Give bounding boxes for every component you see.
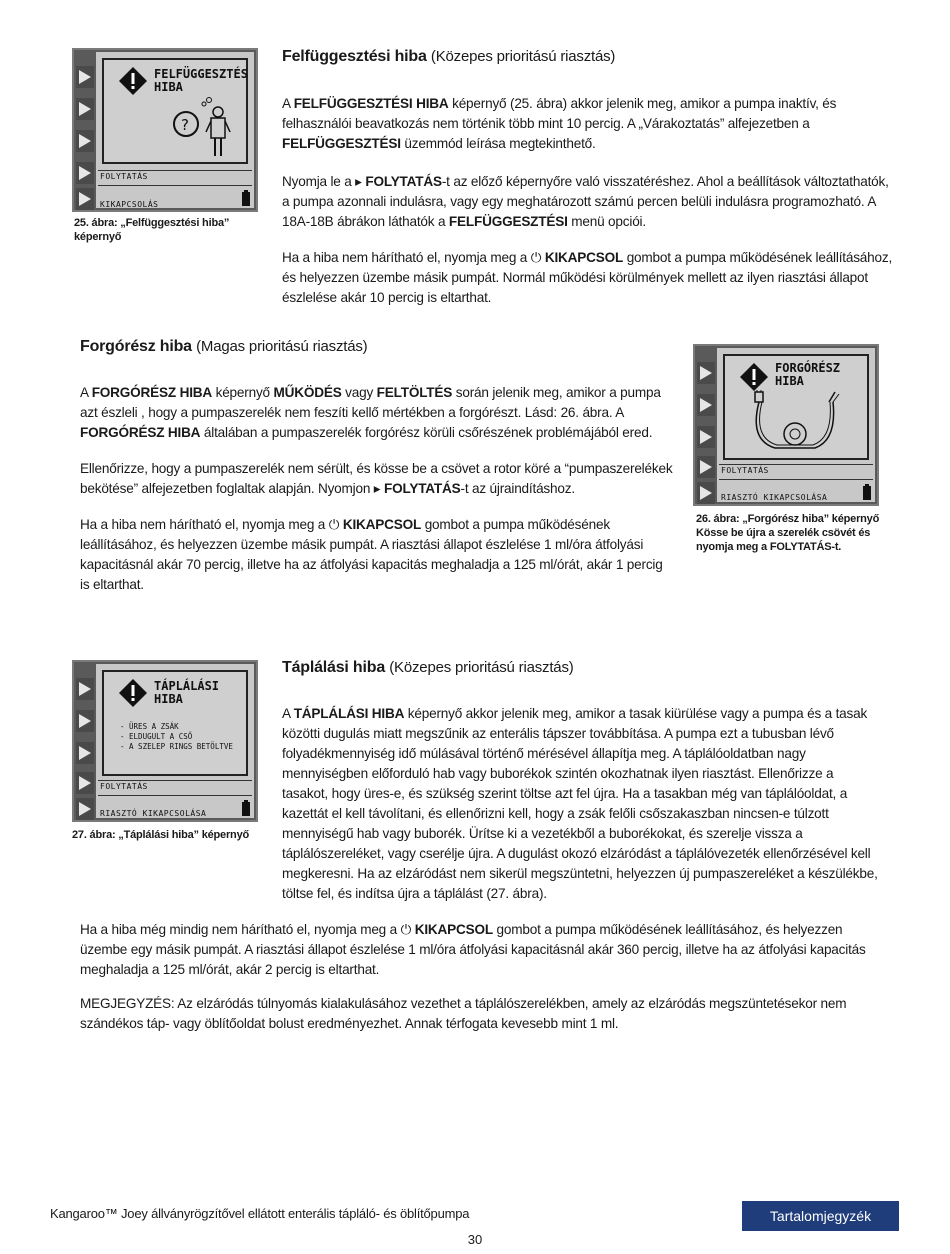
figure-27-menu-continue: FOLYTATÁS	[100, 782, 148, 791]
side-button-4	[76, 162, 94, 184]
figure-27-caption: 27. ábra: „Táplálási hiba” képernyő	[72, 829, 250, 841]
figure-27-title-2: HIBA	[154, 692, 183, 706]
cause-item: - ÜRES A ZSÁK	[120, 722, 179, 731]
arrow-icon: ▸	[373, 481, 384, 496]
figure-26-title-1: FORGÓRÉSZ	[775, 361, 841, 375]
warning-icon	[739, 362, 769, 392]
figure-26-menu-continue: FOLYTATÁS	[721, 466, 769, 475]
svg-text:?: ?	[181, 116, 189, 134]
figure-26-caption: 26. ábra: „Forgórész hiba” képernyő Kösse be újra a szerelék csövét és nyomja meg a FOLYTATÁS-t.	[696, 513, 880, 553]
side-button-1	[76, 678, 94, 700]
figure-27-screen	[72, 660, 258, 822]
figure-26-menu-alarm-off: RIASZTÓ KIKAPCSOLÁSA	[721, 493, 828, 502]
side-button-2	[697, 394, 715, 416]
side-button-5	[76, 798, 94, 820]
warning-icon	[118, 678, 148, 708]
figure-25-menu-off: KIKAPCSOLÁS	[100, 200, 159, 209]
figure-27-cause-list	[120, 722, 233, 752]
section3-heading: Táplálási hiba (Közepes prioritású riasztás)	[282, 659, 574, 676]
footer-product: Kangaroo™ Joey állványrögzítővel ellátott enterális tápláló- és öblítőpumpa	[50, 1206, 470, 1221]
section1-heading: Felfüggesztési hiba (Közepes prioritású riasztás)	[282, 48, 616, 65]
confused-person-icon	[164, 96, 244, 160]
figure-25-title-1: FELFÜGGESZTÉS	[154, 67, 248, 81]
page-number: 30	[467, 1232, 483, 1247]
side-button-5	[76, 188, 94, 210]
table-of-contents-button[interactable]: Tartalomjegyzék	[742, 1201, 899, 1231]
power-icon: ⏻	[400, 922, 415, 937]
battery-icon	[863, 484, 871, 500]
note: MEGJEGYZÉS: Az elzáródás túlnyomás kialakulásához vezethet a táplálószerelékben, amely az elzáródás megszüntetésekor nem szándékos táp- vagy öblítőoldat bolust eredményezhet. Annak térfogata kevesebb mint 1 ml.	[80, 996, 847, 1031]
side-button-5	[697, 482, 715, 504]
battery-icon	[242, 800, 250, 816]
section3-body: A TÁPLÁLÁSI HIBA képernyő akkor jelenik meg, amikor a tasak kiürülése vagy a pumpa és a tasak közötti dugulás miatt megszűnik az enterális tápszer továbbítása. A pumpa ezt a tubusban lévő folyadékmennyiség idő múlásával történő mérésével állapítja meg. A táplálóoldatban nagy mennyiségben előforduló hab vagy buborékok szintén okozhatnak ilyen riasztást. Ellenőrizze a tasakot, hogy üres-e, és szükség szerint töltse azt fel újra. Ha a tasakban még van táplálóoldat, a kazettát el kell távolítani, és ellenőrizni kell, hogy a zsák felőli csőszakaszban nincsen-e túlzott mennyiségű hab vagy buborék. Ürítse ki a vezetékből a buborékokat, és szerelje vissza a táplálószereléket, vagy cserélje újra. A dugulást okozó elzáródást a táplálóvezeték ellenőrzésével kell megkeresni. Ha az elzáródást nem sikerül megszüntetni, helyezzen új pumpaszereléket a készülékbe, töltse fel, és indítsa újra a táplálást (27. ábra).	[282, 706, 878, 901]
power-icon: ⏻	[328, 517, 343, 532]
warning-icon	[118, 66, 148, 96]
section1-body: A FELFÜGGESZTÉSI HIBA képernyő (25. ábra) akkor jelenik meg, amikor a pumpa inaktív, és felhasználói beavatkozás nem történik több mint 10 percig. A „Várakoztatás” alfejezetben a FELFÜGGESZTÉSI üzemmód leírása megtekinthető. Nyomja le a ▸ FOLYTATÁS-t az előző képernyőre való visszatéréshez. Ahol a beállítások változtathatók, a pumpa azonnali indulásra, vagy egy meghatározott számú percen belüli indulásra programozható. A 18A-18B ábrákon láthatók a FELFÜGGESZTÉSI menü opciói. Ha a hiba nem hárítható el, nyomja meg a ⏻ KIKAPCSOL gombot a pumpa működésének leállításához, és helyezzen üzembe másik pumpát. Normál működési körülmények mellett az ilyen riasztási állapot észlelése akár 10 percig is eltarthat.	[282, 96, 893, 305]
arrow-icon: ▸	[355, 174, 366, 189]
figure-27-title-1: TÁPLÁLÁSI	[154, 679, 220, 693]
side-button-1	[76, 66, 94, 88]
tubing-set-icon	[745, 390, 855, 456]
figure-25-title-2: HIBA	[154, 80, 183, 94]
figure-25-caption: 25. ábra: „Felfüggesztési hiba” képernyő	[74, 217, 230, 243]
side-button-1	[697, 362, 715, 384]
side-button-3	[697, 426, 715, 448]
cause-item: - ELDUGULT A CSŐ	[120, 732, 193, 741]
figure-26-title-2: HIBA	[775, 374, 804, 388]
side-button-4	[76, 772, 94, 794]
power-icon: ⏻	[530, 250, 545, 265]
section3-body-continued: Ha a hiba még mindig nem hárítható el, nyomja meg a ⏻ KIKAPCSOL gombot a pumpa működésének leállításához, és helyezzen üzembe egy másik pumpát. A riasztási állapot észlelése 1 ml/óra átfolyási kapacitásnál akár 360 percig, illetve ha az átfolyási kapacitás meghaladja a 125 ml/órát, akár 2 percig is eltarthat. MEGJEGYZÉS: Az elzáródás túlnyomás kialakulásához vezethet a táplálószerelékben, amely az elzáródás megszüntetésekor nem szándékos táp- vagy öblítőoldat bolust eredményezhet. Annak térfogata kevesebb mint 1 ml.	[80, 920, 892, 1034]
battery-icon	[242, 190, 250, 206]
side-button-2	[76, 98, 94, 120]
cause-item: - A SZELEP RINGS BETÖLTVE	[120, 742, 233, 751]
figure-26-screen	[693, 344, 879, 506]
section2-body: A FORGÓRÉSZ HIBA képernyő MŰKÖDÉS vagy FELTÖLTÉS során jelenik meg, amikor a pumpa azt észleli , hogy a pumpaszerelék nem feszíti kellő mértékben a forgórészt. Lásd: 26. ábra. A FORGÓRÉSZ HIBA általában a pumpaszerelék forgórész körüli csőrészének problémájából ered. Ellenőrizze, hogy a pumpaszerelék nem sérült, és kösse be a csövet a rotor köré a “pumpaszerelékek bekötése” alfejezetben foglaltak alapján. Nyomjon ▸ FOLYTATÁS-t az újraindításhoz. Ha a hiba nem hárítható el, nyomja meg a ⏻ KIKAPCSOL gombot a pumpa működésének leállításához, és helyezzen üzembe másik pumpát. A riasztási állapot észlelése 1 ml/óra átfolyási kapacitásnál akár 70 percig, illetve ha az átfolyási kapacitás meghaladja a 125 ml/órát, akár 1 percig is eltarthat.	[80, 385, 673, 592]
side-button-3	[76, 130, 94, 152]
figure-27-menu-alarm-off: RIASZTÓ KIKAPCSOLÁSA	[100, 809, 207, 818]
side-button-4	[697, 456, 715, 478]
section2-heading: Forgórész hiba (Magas prioritású riasztás)	[80, 338, 368, 355]
figure-25-menu-continue: FOLYTATÁS	[100, 172, 148, 181]
side-button-2	[76, 710, 94, 732]
figure-25-screen	[72, 48, 258, 212]
side-button-3	[76, 742, 94, 764]
